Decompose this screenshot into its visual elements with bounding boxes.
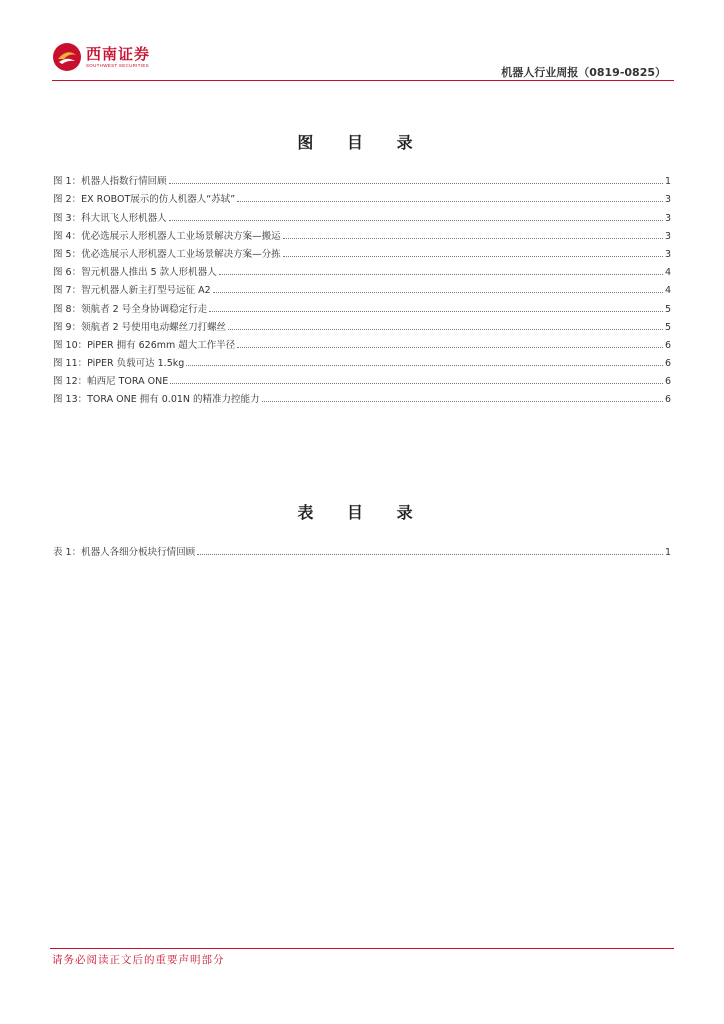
header-divider xyxy=(52,80,674,81)
toc-entry-label: 图 7：智元机器人新主打型号远征 A2 xyxy=(53,285,211,297)
toc-entry[interactable] xyxy=(53,205,671,223)
figures-toc-list xyxy=(53,169,671,405)
toc-entry-page: 6 xyxy=(664,376,671,388)
toc-entry-label: 图 13：TORA ONE 拥有 0.01N 的精准力控能力 xyxy=(53,394,260,406)
logo-chinese-name: 西南证券 xyxy=(86,44,151,63)
toc-entry-label: 图 3：科大讯飞人形机器人 xyxy=(53,212,167,224)
toc-entry[interactable] xyxy=(53,242,671,260)
toc-entry[interactable] xyxy=(53,369,671,387)
toc-entry-page: 5 xyxy=(664,303,671,315)
toc-entry[interactable] xyxy=(53,296,671,314)
toc-entry[interactable] xyxy=(53,224,671,242)
toc-entry[interactable] xyxy=(53,260,671,278)
toc-entry-label: 图 4：优必选展示人形机器人工业场景解决方案—搬运 xyxy=(53,230,281,242)
toc-entry-label: 图 12：帕西尼 TORA ONE xyxy=(53,376,169,388)
footer-notice: 请务必阅读正文后的重要声明部分 xyxy=(52,954,225,966)
toc-entry-page: 4 xyxy=(664,267,671,279)
toc-entry-label: 图 11：PiPER 负载可达 1.5kg xyxy=(53,358,185,370)
dot-leader xyxy=(237,347,663,348)
dot-leader xyxy=(209,311,663,312)
dot-leader xyxy=(228,329,663,330)
dot-leader xyxy=(186,365,663,366)
logo-mark-icon xyxy=(52,42,82,72)
company-logo xyxy=(52,42,150,72)
dot-leader xyxy=(283,238,663,239)
toc-entry-page: 5 xyxy=(664,321,671,333)
footer-divider xyxy=(50,948,674,949)
toc-entry-label: 表 1：机器人各细分板块行情回顾 xyxy=(53,547,196,559)
logo-english-name: SOUTHWEST SECURITIES xyxy=(86,62,149,68)
toc-entry[interactable] xyxy=(53,169,671,187)
toc-entry-label: 图 6：智元机器人推出 5 款人形机器人 xyxy=(53,267,217,279)
toc-entry[interactable] xyxy=(53,351,671,369)
toc-entry-page: 3 xyxy=(664,194,671,206)
toc-entry-label: 图 10：PiPER 拥有 626mm 超大工作半径 xyxy=(53,339,236,351)
toc-entry-page: 3 xyxy=(664,248,671,260)
page-header xyxy=(52,38,674,82)
figures-toc-title: 图 目 录 xyxy=(297,133,427,152)
dot-leader xyxy=(197,554,663,555)
toc-entry[interactable] xyxy=(53,187,671,205)
tables-toc-title: 表 目 录 xyxy=(297,503,427,522)
toc-entry[interactable] xyxy=(53,540,671,558)
toc-entry-label: 图 5：优必选展示人形机器人工业场景解决方案—分拣 xyxy=(53,248,281,260)
toc-entry-page: 4 xyxy=(664,285,671,297)
toc-entry-page: 3 xyxy=(664,230,671,242)
dot-leader xyxy=(169,183,663,184)
dot-leader xyxy=(170,383,663,384)
toc-entry-page: 1 xyxy=(664,547,671,559)
dot-leader xyxy=(262,401,663,402)
dot-leader xyxy=(237,201,663,202)
report-title: 机器人行业周报（0819-0825） xyxy=(501,66,666,79)
toc-entry[interactable] xyxy=(53,278,671,296)
toc-entry-page: 6 xyxy=(664,358,671,370)
dot-leader xyxy=(213,292,663,293)
toc-entry-page: 1 xyxy=(664,176,671,188)
toc-entry-page: 3 xyxy=(664,212,671,224)
toc-entry-page: 6 xyxy=(664,394,671,406)
dot-leader xyxy=(169,220,663,221)
toc-entry[interactable] xyxy=(53,387,671,405)
toc-entry-label: 图 2：EX ROBOT展示的仿人机器人“苏轼” xyxy=(53,194,236,206)
toc-entry[interactable] xyxy=(53,333,671,351)
tables-toc-list xyxy=(53,540,671,558)
dot-leader xyxy=(283,256,663,257)
dot-leader xyxy=(219,274,663,275)
toc-entry-label: 图 1：机器人指数行情回顾 xyxy=(53,176,167,188)
toc-entry-page: 6 xyxy=(664,339,671,351)
toc-entry-label: 图 9：领航者 2 号使用电动螺丝刀打螺丝 xyxy=(53,321,227,333)
toc-entry-label: 图 8：领航者 2 号全身协调稳定行走 xyxy=(53,303,208,315)
toc-entry[interactable] xyxy=(53,315,671,333)
